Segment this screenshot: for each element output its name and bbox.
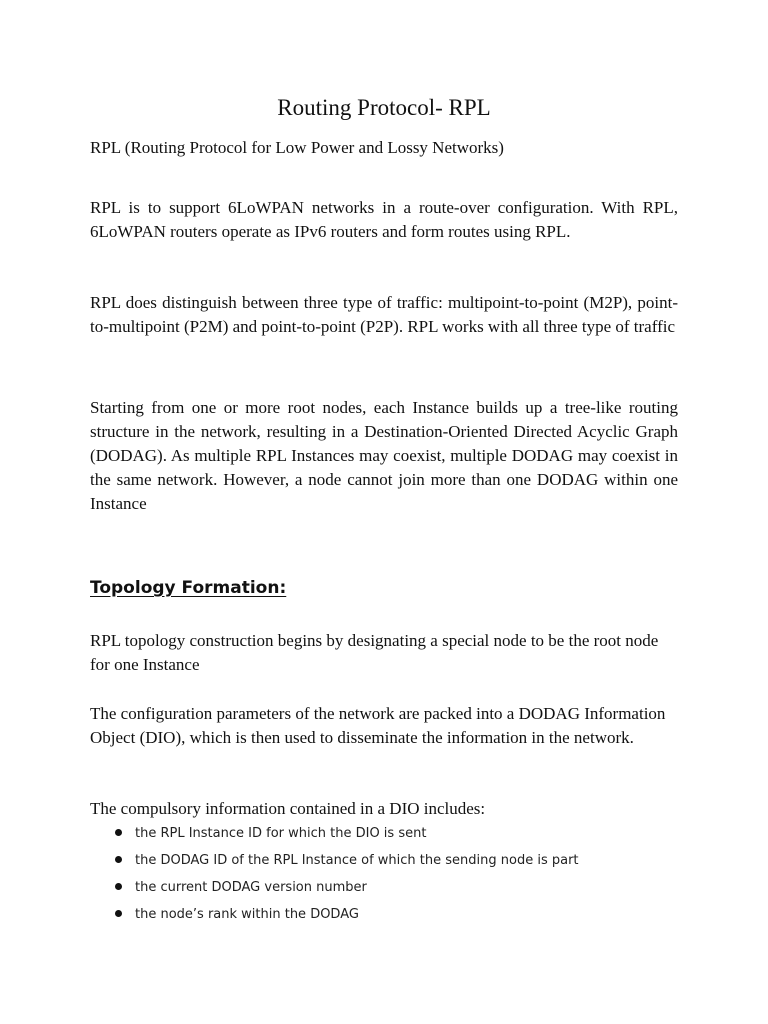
paragraph-intro: RPL is to support 6LoWPAN networks in a route-over configuration. With RPL, 6LoWPAN routers operate as IPv6 routers and form routes using RPL. [90, 198, 678, 241]
bullet-icon [115, 910, 122, 917]
list-item-text: the RPL Instance ID for which the DIO is sent [135, 826, 427, 841]
list-item-text: the node’s rank within the DODAG [135, 907, 359, 922]
bullet-icon [115, 856, 122, 863]
page-title: Routing Protocol- RPL [277, 95, 491, 120]
section-heading: Topology Formation: [90, 578, 287, 598]
paragraph-dio-includes: The compulsory information contained in a DIO includes: [90, 799, 486, 818]
list-item [110, 904, 710, 931]
bullet-icon [115, 829, 122, 836]
paragraph-dodag: Starting from one or more root nodes, each Instance builds up a tree-like routing structure in the network, resulting in a Destination-Oriented Directed Acyclic Graph (DODAG). As multiple RPL Instances may coexist, multiple DODAG may coexist in the same network. However, a node cannot join more than one DODAG within one Instance [90, 398, 678, 513]
subtitle-text: RPL (Routing Protocol for Low Power and Lossy Networks) [90, 138, 504, 157]
dio-info-list [110, 823, 710, 931]
paragraph-dio: The configuration parameters of the network are packed into a DODAG Information Object (DIO), which is then used to disseminate the information in the network. [90, 704, 666, 747]
list-item [110, 877, 710, 904]
list-item-text: the DODAG ID of the RPL Instance of which the sending node is part [135, 853, 579, 868]
paragraph-topology-construction: RPL topology construction begins by designating a special node to be the root node for one Instance [90, 631, 659, 674]
paragraph-traffic-types: RPL does distinguish between three type of traffic: multipoint-to-point (M2P), point-to-multipoint (P2M) and point-to-point (P2P). RPL works with all three type of traffic [90, 293, 678, 336]
list-item [110, 850, 710, 877]
bullet-icon [115, 883, 122, 890]
list-item [110, 823, 710, 850]
list-item-text: the current DODAG version number [135, 880, 367, 895]
